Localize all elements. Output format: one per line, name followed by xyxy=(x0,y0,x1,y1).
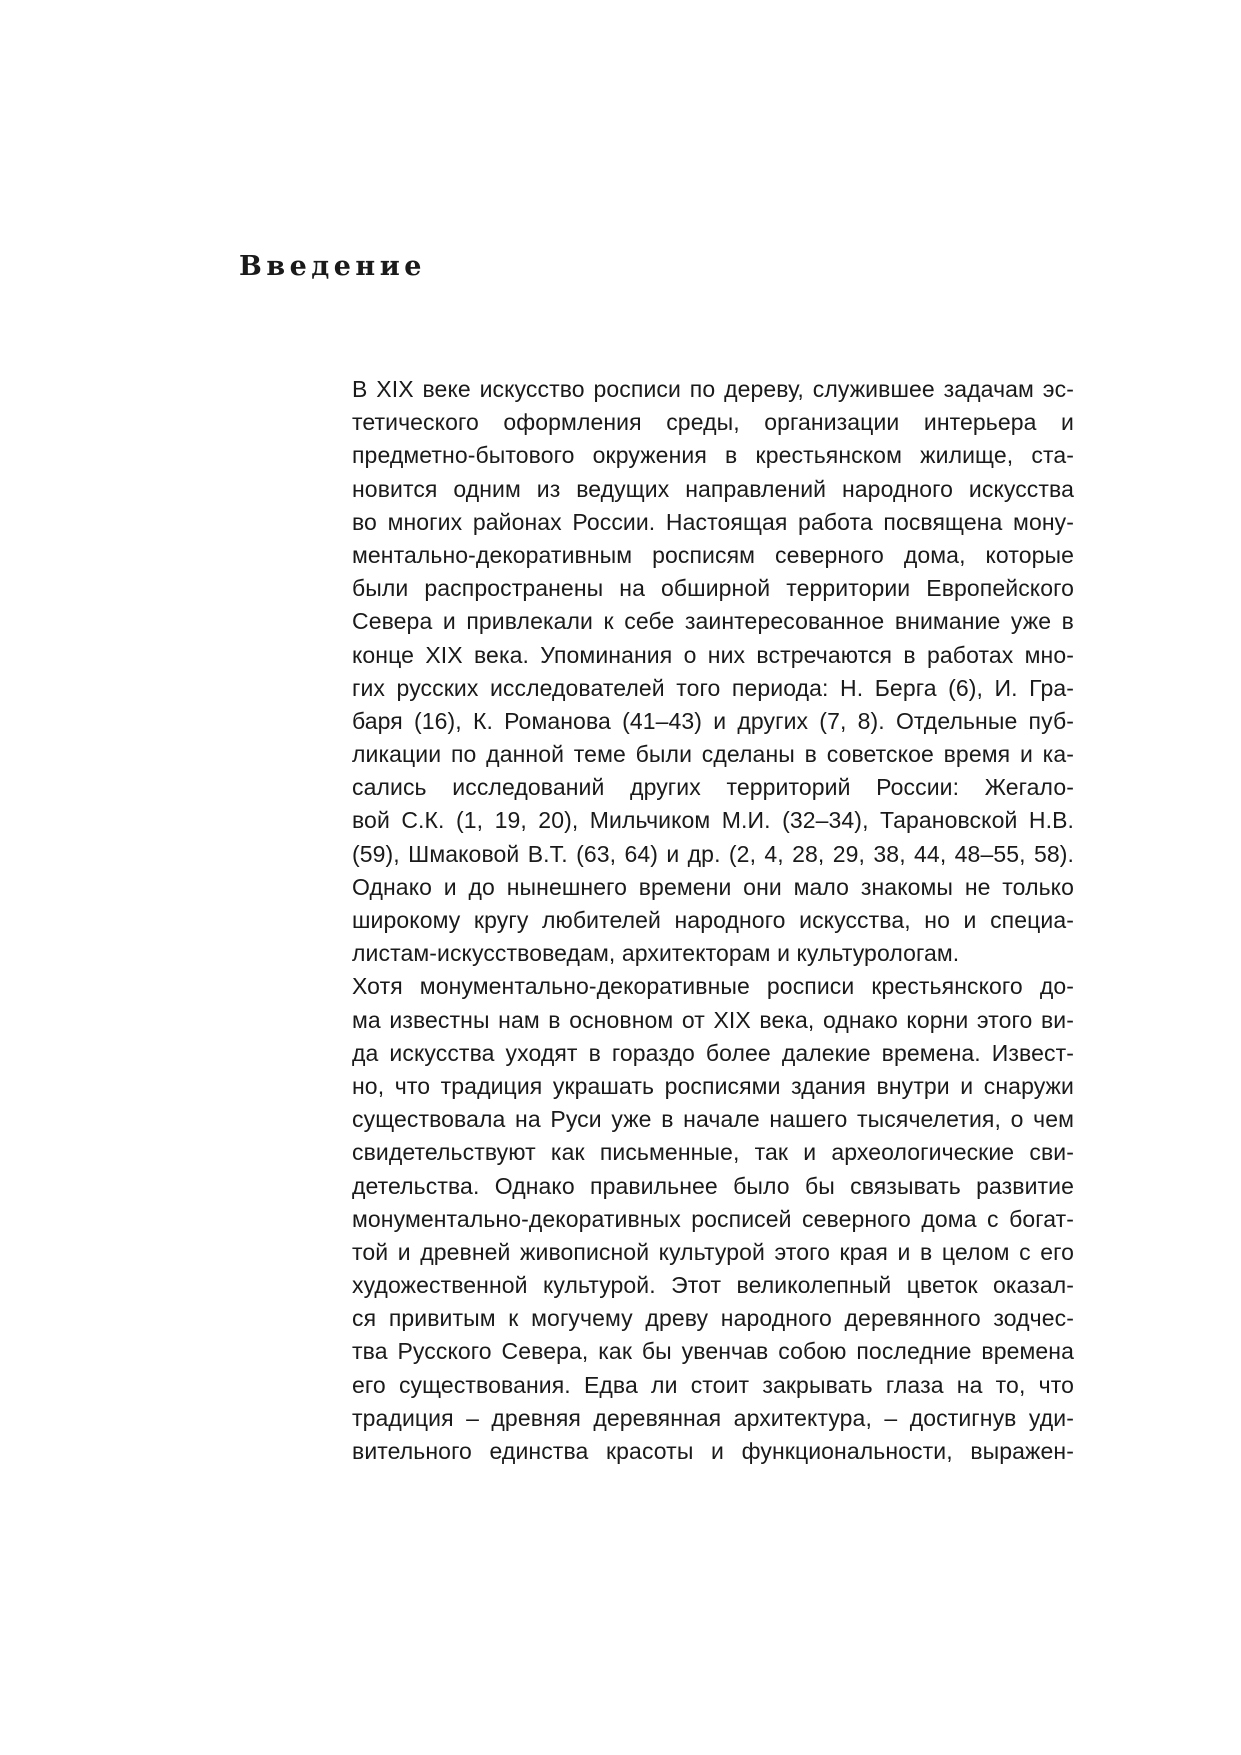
text-line: баря (16), К. Романова (41–43) и других (7, 8). Отдельные пуб- xyxy=(352,707,1074,734)
text-line: новится одним из ведущих направлений народного искусства xyxy=(352,475,1074,502)
text-line: вительного единства красоты и функциональности, выражен- xyxy=(352,1438,1074,1464)
text-line: ма известны нам в основном от XIX века, однако корни этого ви- xyxy=(352,1006,1074,1033)
text-line: предметно-бытового окружения в крестьянском жилище, ста- xyxy=(352,442,1074,469)
text-line: ликации по данной теме были сделаны в советское время и ка- xyxy=(352,741,1074,768)
text-line: но, что традиция украшать росписями здания внутри и снаружи xyxy=(352,1072,1074,1099)
text-line: листам-искусствоведам, архитекторам и культурологам. xyxy=(352,940,960,967)
text-line: Однако и до нынешнего времени они мало знакомы не только xyxy=(352,873,1074,900)
text-line: его существования. Едва ли стоит закрывать глаза на то, что xyxy=(352,1371,1074,1398)
text-line: вой С.К. (1, 19, 20), Мильчиком М.И. (32–34), Тарановской Н.В. xyxy=(352,807,1074,834)
text-line: художественной культурой. Этот великолепный цветок оказал- xyxy=(352,1272,1074,1299)
text-line: во многих районах России. Настоящая работа посвящена мону- xyxy=(352,508,1074,535)
text-line: да искусства уходят в гораздо более далекие времена. Извест- xyxy=(352,1039,1074,1066)
text-line: тетического оформления среды, организации интерьера и xyxy=(352,409,1074,436)
text-line: широкому кругу любителей народного искусства, но и специа- xyxy=(352,907,1074,933)
text-line: В XIX веке искусство росписи по дереву, служившее задачам эс- xyxy=(352,376,1074,402)
text-line: ся привитым к могучему древу народного деревянного зодчес- xyxy=(352,1305,1074,1332)
text-line: были распространены на обширной территории Европейского xyxy=(352,575,1074,602)
text-line: Хотя монументально-декоративные росписи крестьянского до- xyxy=(352,973,1074,1000)
text-line: конце XIX века. Упоминания о них встречаются в работах мно- xyxy=(352,641,1074,668)
text-line: существовала на Руси уже в начале нашего тысячелетия, о чем xyxy=(352,1106,1074,1133)
text-line: Севера и привлекали к себе заинтересованное внимание уже в xyxy=(352,608,1074,635)
body-text xyxy=(352,373,1074,1468)
text-line: традиция – древняя деревянная архитектура, – достигнув уди- xyxy=(352,1404,1074,1431)
text-line: тва Русского Севера, как бы увенчав собою последние времена xyxy=(352,1338,1074,1365)
text-line: сались исследований других территорий России: Жегало- xyxy=(352,774,1074,801)
text-line: гих русских исследователей того периода: Н. Берга (6), И. Гра- xyxy=(352,674,1074,701)
text-line: ментально-декоративным росписям северного дома, которые xyxy=(352,541,1074,568)
chapter-heading: Введение xyxy=(239,251,426,282)
text-line: детельства. Однако правильнее было бы связывать развитие xyxy=(352,1172,1074,1199)
text-line: (59), Шмаковой В.Т. (63, 64) и др. (2, 4, 28, 29, 38, 44, 48–55, 58). xyxy=(352,840,1074,867)
text-line: той и древней живописной культурой этого края и в целом с его xyxy=(352,1238,1074,1265)
text-line: свидетельствуют как письменные, так и археологические сви- xyxy=(352,1139,1074,1166)
text-line: монументально-декоративных росписей северного дома с богат- xyxy=(352,1205,1074,1232)
